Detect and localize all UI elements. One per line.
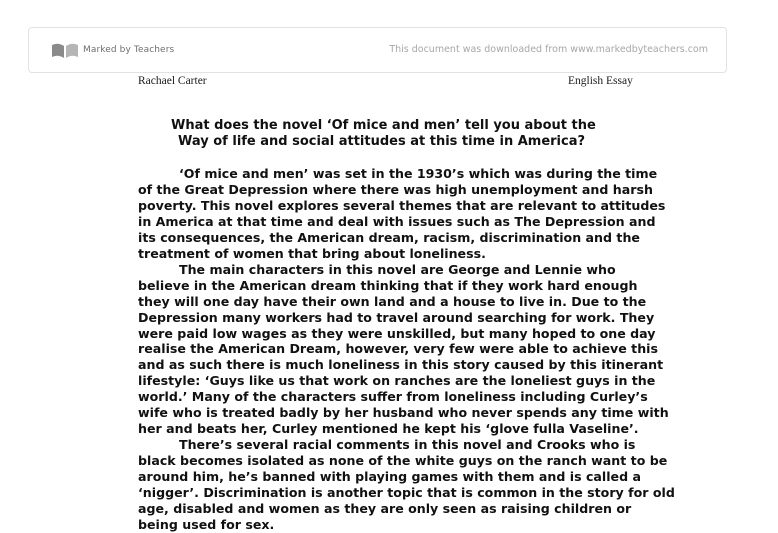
body-line: poverty. This novel explores several themes that are relevant to attitudes (138, 197, 666, 213)
body-line: in America at that time and deal with issues such as The Depression and (138, 213, 656, 229)
body-line: being used for sex. (138, 516, 275, 532)
body-line: realise the American Dream, however, very few were able to achieve this (138, 341, 658, 357)
body-line: black becomes isolated as none of the white guys on the ranch want to be (138, 453, 668, 469)
body-line: they will one day have their own land and a house to live in. Due to the (138, 293, 647, 309)
download-banner (28, 27, 727, 73)
body-line: and as such there is much loneliness in this story caused by this itinerant (138, 357, 664, 373)
essay-title-line-1: What does the novel ‘Of mice and men’ tell you about the (171, 118, 596, 133)
body-line: The main characters in this novel are George and Lennie who (179, 261, 616, 277)
body-line: her and beats her, Curley mentioned he kept his ‘glove fulla Vaseline’. (138, 421, 639, 437)
essay-body (138, 166, 778, 533)
body-line: ‘Of mice and men’ was set in the 1930’s which was during the time (179, 166, 658, 181)
body-line: treatment of women that bring about loneliness. (138, 245, 486, 261)
body-line: its consequences, the American dream, racism, discrimination and the (138, 229, 640, 245)
logo-text: Marked by Teachers (83, 45, 175, 55)
body-line: of the Great Depression where there was high unemployment and harsh (138, 181, 653, 197)
author-name: Rachael Carter (138, 75, 207, 87)
body-line: were paid low wages as they were unskilled, but many hoped to one day (138, 325, 656, 341)
essay-subject: English Essay (568, 75, 633, 87)
body-line: world.’ Many of the characters suffer from loneliness including Curley’s (138, 389, 648, 405)
book-logo-icon (51, 41, 79, 59)
body-line: believe in the American dream thinking that if they work hard enough (138, 277, 638, 293)
body-line: lifestyle: ‘Guys like us that work on ranches are the loneliest guys in the (138, 373, 656, 389)
body-line: around him, he’s banned with playing games with them and is called a (138, 469, 641, 485)
body-line: Depression many workers had to travel around searching for work. They (138, 309, 655, 325)
body-line: ‘nigger’. Discrimination is another topic that is common in the story for old (138, 485, 675, 501)
body-line: wife who is treated badly by her husband who never spends any time with (138, 405, 669, 421)
essay-title-line-2: Way of life and social attitudes at this time in America? (178, 134, 586, 149)
body-line: age, disabled and women as they are only seen as raising children or (138, 501, 632, 517)
body-line: There’s several racial comments in this novel and Crooks who is (179, 437, 636, 453)
markedbyteachers-logo (51, 41, 174, 59)
download-note: This document was downloaded from www.markedbyteachers.com (389, 44, 708, 55)
essay-title (0, 118, 755, 150)
